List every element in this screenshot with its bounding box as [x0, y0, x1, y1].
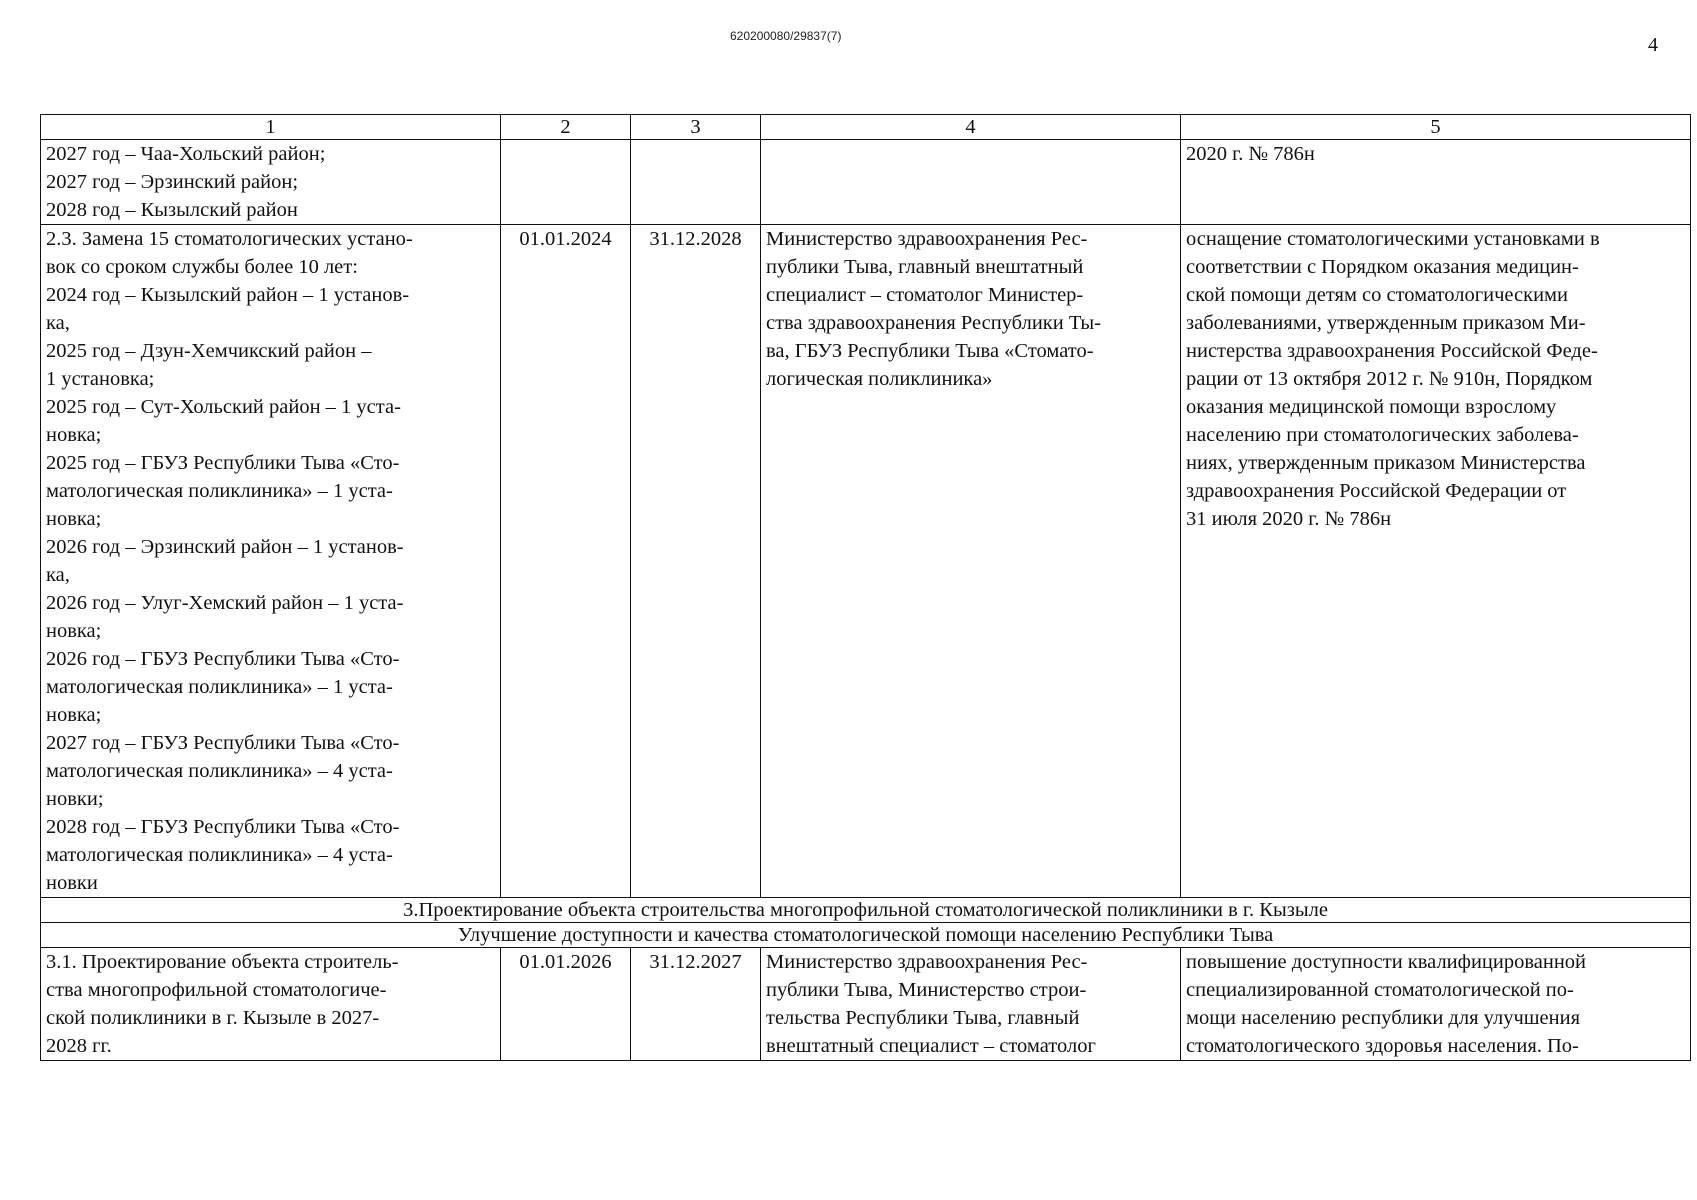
cell-text-line: населению при стоматологических заболева- [1186, 424, 1579, 446]
cell-text-line: 2028 год – ГБУЗ Республики Тыва «Сто- [46, 816, 400, 838]
cell-text-line: матологическая поликлиника» – 4 уста- [46, 844, 393, 866]
cell-text-line: ства многопрофильной стоматологиче- [46, 979, 387, 1001]
cell-text-line: мощи населению республики для улучшения [1186, 1007, 1581, 1029]
cell-text-line: нистерства здравоохранения Российской Феде- [1186, 340, 1598, 362]
cell-text-line: стоматологического здоровья населения. По- [1186, 1035, 1579, 1057]
cell-text-line: оказания медицинской помощи взрослому [1186, 396, 1557, 418]
section-goal: Улучшение доступности и качества стоматологической помощи населению Республики Тыва [41, 923, 1691, 948]
end-date-cell: 31.12.2027 [631, 948, 761, 1061]
cell-text-line: рации от 13 октября 2012 г. № 910н, Порядком [1186, 368, 1593, 390]
cell-text-line: специалист – стоматолог Министер- [766, 284, 1084, 306]
page-number: 4 [1648, 34, 1658, 56]
activity-cell [41, 948, 501, 1061]
cell-text-line: внештатный специалист – стоматолог [766, 1035, 1096, 1057]
end-date-cell: 31.12.2028 [631, 225, 761, 898]
cell-text-line: 2025 год – ГБУЗ Республики Тыва «Сто- [46, 452, 400, 474]
cell-text-line: вок со сроком службы более 10 лет: [46, 256, 358, 278]
column-header-2: 2 [501, 115, 631, 140]
start-date-cell: 01.01.2026 [501, 948, 631, 1061]
responsible-cell [761, 948, 1181, 1061]
cell-text-line: ва, ГБУЗ Республики Тыва «Стомато- [766, 340, 1094, 362]
cell-text-line: ка, [46, 564, 70, 586]
cell-text-line: новка; [46, 704, 102, 726]
cell-text-line: 31 июля 2020 г. № 786н [1186, 508, 1392, 530]
cell-text-line: 2026 год – Эрзинский район – 1 установ- [46, 536, 404, 558]
table-row [41, 948, 1691, 1061]
cell-text-line: 2027 год – Чаа-Хольский район; [46, 143, 326, 165]
cell-text-line: публики Тыва, главный внештатный [766, 256, 1084, 278]
column-header-4: 4 [761, 115, 1181, 140]
cell-text-line: 2024 год – Кызылский район – 1 установ- [46, 284, 410, 306]
cell-text-line: Министерство здравоохранения Рес- [766, 228, 1088, 250]
cell-text-line: 2025 год – Сут-Хольский район – 1 уста- [46, 396, 401, 418]
cell-text-line: заболеваниями, утвержденным приказом Ми- [1186, 312, 1586, 334]
section-goal-row [41, 923, 1691, 948]
cell-text-line: ской помощи детям со стоматологическими [1186, 284, 1568, 306]
cell-text-line: тельства Республики Тыва, главный [766, 1007, 1080, 1029]
activities-table [40, 114, 1691, 1061]
cell-text-line: ства здравоохранения Республики Ты- [766, 312, 1101, 334]
responsible-cell [761, 225, 1181, 898]
cell-text-line: ской поликлиники в г. Кызыле в 2027- [46, 1007, 380, 1029]
table-row [41, 140, 1691, 225]
cell-text-line: матологическая поликлиника» – 4 уста- [46, 760, 393, 782]
cell-text-line: повышение доступности квалифицированной [1186, 951, 1587, 973]
cell-text-line: новка; [46, 424, 102, 446]
column-header-3: 3 [631, 115, 761, 140]
cell-text-line: Министерство здравоохранения Рес- [766, 951, 1088, 973]
cell-text-line: 3.1. Проектирование объекта строитель- [46, 951, 399, 973]
cell-text-line: 2026 год – Улуг-Хемский район – 1 уста- [46, 592, 404, 614]
cell-text-line: ка, [46, 312, 70, 334]
activity-cell [41, 140, 501, 225]
cell-text-line: ниях, утвержденным приказом Министерства [1186, 452, 1586, 474]
cell-text-line: новка; [46, 620, 102, 642]
section-title: 3.Проектирование объекта строительства многопрофильной стоматологической поликлиники в г. Кызыле [41, 898, 1691, 923]
cell-text-line: здравоохранения Российской Федерации от [1186, 480, 1567, 502]
cell-text-line: 2.3. Замена 15 стоматологических устано- [46, 228, 413, 250]
cell-text-line: матологическая поликлиника» – 1 уста- [46, 676, 393, 698]
result-cell [1181, 140, 1691, 225]
start-date-cell: 01.01.2024 [501, 225, 631, 898]
result-cell [1181, 948, 1691, 1061]
cell-text-line: соответствии с Порядком оказания медицин- [1186, 256, 1579, 278]
result-cell [1181, 225, 1691, 898]
document-code: 620200080/29837(7) [730, 29, 842, 43]
section-title-row [41, 898, 1691, 923]
column-header-5: 5 [1181, 115, 1691, 140]
cell-text-line: 2028 гг. [46, 1035, 112, 1057]
cell-text-line: публики Тыва, Министерство строи- [766, 979, 1087, 1001]
cell-text-line: 2027 год – ГБУЗ Республики Тыва «Сто- [46, 732, 400, 754]
activity-cell [41, 225, 501, 898]
start-date-cell [501, 140, 631, 225]
column-number-row [41, 115, 1691, 140]
end-date-cell [631, 140, 761, 225]
cell-text-line: 2020 г. № 786н [1186, 143, 1315, 165]
table-row [41, 225, 1691, 898]
cell-text-line: матологическая поликлиника» – 1 уста- [46, 480, 393, 502]
cell-text-line: новка; [46, 508, 102, 530]
cell-text-line: 1 установка; [46, 368, 155, 390]
cell-text-line: 2026 год – ГБУЗ Республики Тыва «Сто- [46, 648, 400, 670]
column-header-1: 1 [41, 115, 501, 140]
cell-text-line: 2025 год – Дзун-Хемчикский район – [46, 340, 372, 362]
cell-text-line: 2028 год – Кызылский район [46, 199, 298, 221]
cell-text-line: логическая поликлиника» [766, 368, 993, 390]
cell-text-line: специализированной стоматологической по- [1186, 979, 1574, 1001]
cell-text-line: оснащение стоматологическими установками в [1186, 228, 1600, 250]
cell-text-line: 2027 год – Эрзинский район; [46, 171, 299, 193]
cell-text-line: новки [46, 872, 98, 894]
responsible-cell [761, 140, 1181, 225]
cell-text-line: новки; [46, 788, 104, 810]
